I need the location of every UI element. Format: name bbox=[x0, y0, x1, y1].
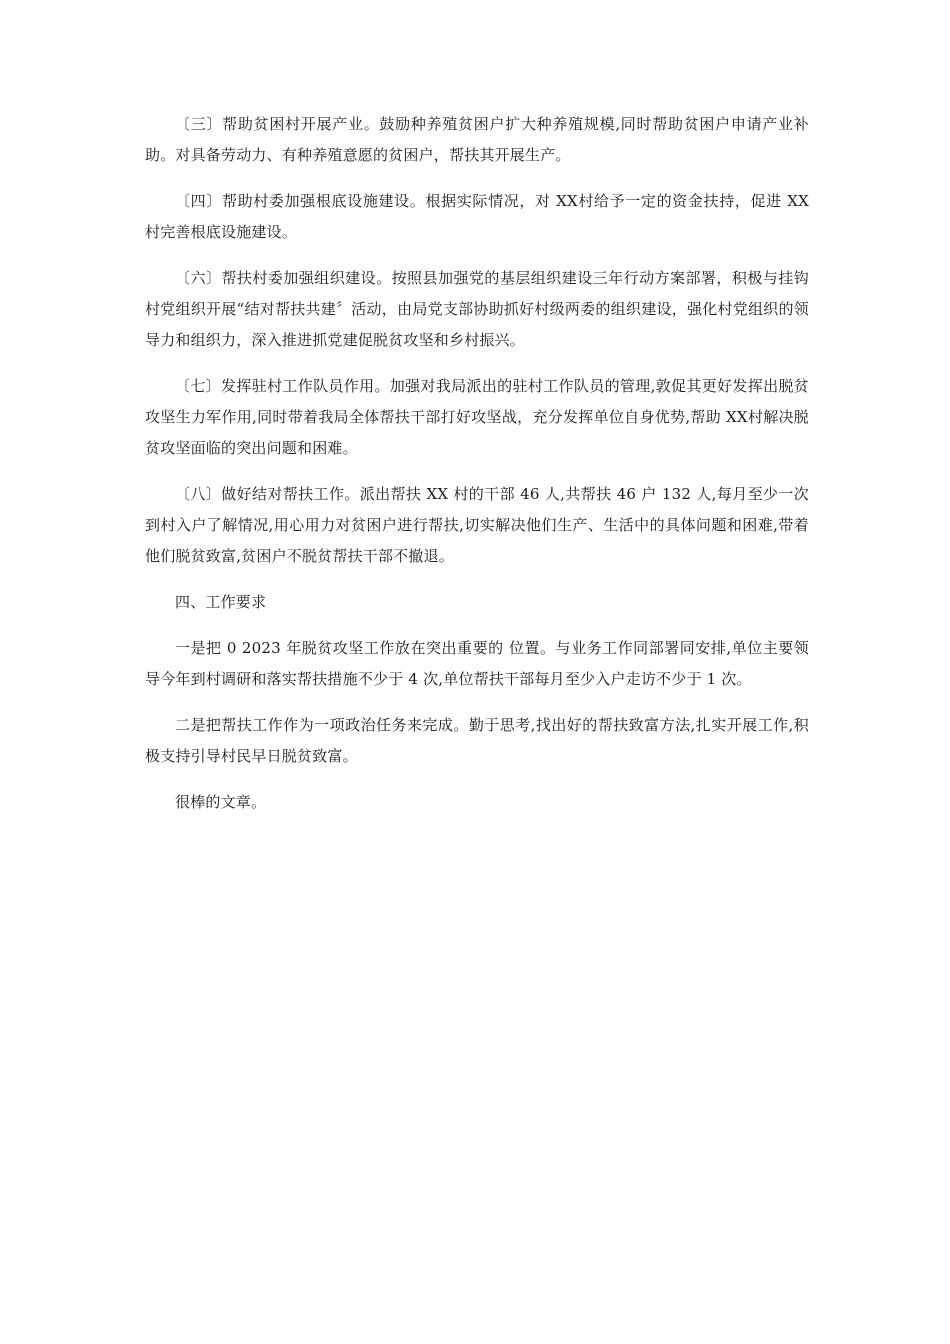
paragraph-village-team: 〔七〕发挥驻村工作队员作用。加强对我局派出的驻村工作队员的管理,敦促其更好发挥出脱贫攻坚生力军作用,同时带着我局全体帮扶干部打好攻坚战，充分发挥单位自身优势,帮助 XX村解决脱贫攻坚面临的突出问题和困难。 bbox=[145, 377, 809, 457]
paragraph-closing-remark: 很棒的文章。 bbox=[175, 793, 267, 811]
section-heading-work-requirements: 四、工作要求 bbox=[175, 593, 267, 611]
paragraph-industry-support: 〔三〕帮助贫困村开展产业。鼓励种养殖贫困户扩大种养殖规模,同时帮助贫困户申请产业补助。对具备劳动力、有种养殖意愿的贫困户，帮扶其开展生产。 bbox=[145, 115, 809, 164]
paragraph-organization-building: 〔六〕帮扶村委加强组织建设。按照县加强党的基层组织建设三年行动方案部署，积极与挂钩村党组织开展“结对帮扶共建〞活动，由局党支部协助抓好村级两委的组织建设，强化村党组织的领导力和组织力，深入推进抓党建促脱贫攻坚和乡村振兴。 bbox=[145, 269, 809, 349]
document-body bbox=[145, 109, 809, 833]
paragraph-requirement-one: 一是把 0 2023 年脱贫攻坚工作放在突出重要的 位置。与业务工作同部署同安排,单位主要领导今年到村调研和落实帮扶措施不少于 4 次,单位帮扶干部每月至少入户走访不少于 1 次。 bbox=[145, 639, 809, 688]
paragraph-requirement-two: 二是把帮扶工作作为一项政治任务来完成。勤于思考,找出好的帮扶致富方法,扎实开展工作,积极支持引导村民早日脱贫致富。 bbox=[145, 716, 809, 765]
paragraph-paired-assistance: 〔八〕做好结对帮扶工作。派出帮扶 XX 村的干部 46 人,共帮扶 46 户 132 人,每月至少一次到村入户了解情况,用心用力对贫困户进行帮扶,切实解决他们生产、生活中的具体问题和困难,带着他们脱贫致富,贫困户不脱贫帮扶干部不撤退。 bbox=[145, 485, 809, 565]
paragraph-infrastructure: 〔四〕帮助村委加强根底设施建设。根据实际情况，对 XX村给予一定的资金扶持，促进 XX 村完善根底设施建设。 bbox=[145, 192, 809, 241]
